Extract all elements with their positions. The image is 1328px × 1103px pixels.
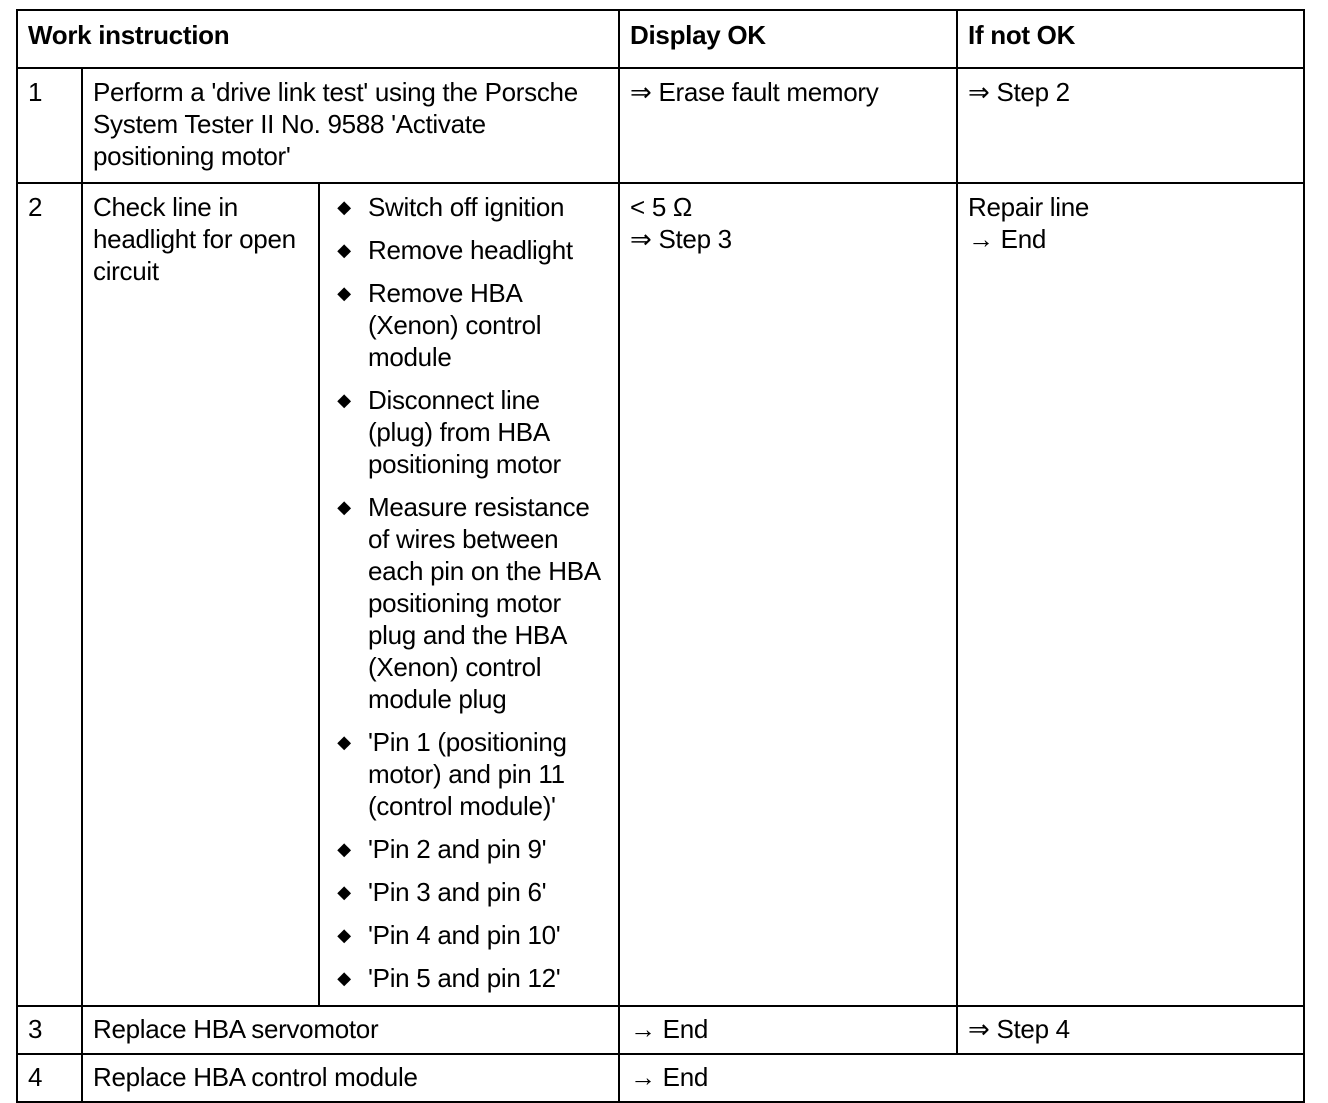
diamond-bullet-icon: ◆ [337, 839, 351, 859]
display-ok-text: → End [619, 1054, 1304, 1102]
if-not-ok-text: ⇒ Step 4 [957, 1006, 1304, 1054]
display-ok-line: < 5 Ω [630, 192, 693, 222]
diamond-bullet-icon: ◆ [337, 240, 351, 260]
bullet-text: Measure resistance of wires between each pin on the HBA positioning motor plug and the HBA (Xenon) control module plug [368, 492, 600, 714]
header-display-ok: Display OK [619, 10, 957, 68]
instruction-bullet-cell [319, 183, 619, 1006]
bullet-item [330, 726, 608, 822]
instruction-text: Perform a 'drive link test' using the Porsche System Tester II No. 9588 'Activate positioning motor' [82, 68, 619, 183]
header-if-not-ok: If not OK [957, 10, 1304, 68]
table-header-row [17, 10, 1304, 68]
bullet-text: 'Pin 3 and pin 6' [368, 877, 547, 907]
bullet-item [330, 191, 608, 223]
bullet-list [330, 191, 608, 994]
bullet-text: Remove headlight [368, 235, 573, 265]
diamond-bullet-icon: ◆ [337, 497, 351, 517]
bullet-text: 'Pin 2 and pin 9' [368, 834, 547, 864]
diamond-bullet-icon: ◆ [337, 732, 351, 752]
if-not-ok-line: Repair line [968, 192, 1090, 222]
work-instruction-table [16, 9, 1305, 1103]
bullet-text: 'Pin 4 and pin 10' [368, 920, 561, 950]
display-ok-cell [619, 183, 957, 1006]
bullet-item [330, 491, 608, 715]
bullet-item [330, 833, 608, 865]
header-work-instruction: Work instruction [17, 10, 619, 68]
display-ok-text: → End [619, 1006, 957, 1054]
bullet-item [330, 234, 608, 266]
diamond-bullet-icon: ◆ [337, 925, 351, 945]
bullet-text: Switch off ignition [368, 192, 565, 222]
table-row [17, 68, 1304, 183]
step-number: 1 [17, 68, 82, 183]
diamond-bullet-icon: ◆ [337, 390, 351, 410]
step-number: 3 [17, 1006, 82, 1054]
bullet-item [330, 277, 608, 373]
diamond-bullet-icon: ◆ [337, 968, 351, 988]
display-ok-text: ⇒ Erase fault memory [619, 68, 957, 183]
bullet-item [330, 384, 608, 480]
bullet-text: Disconnect line (plug) from HBA positioning motor [368, 385, 561, 479]
if-not-ok-text: ⇒ Step 2 [957, 68, 1304, 183]
if-not-ok-cell [957, 183, 1304, 1006]
step-number: 2 [17, 183, 82, 1006]
display-ok-line: ⇒ Step 3 [630, 224, 732, 254]
diamond-bullet-icon: ◆ [337, 882, 351, 902]
if-not-ok-line: → End [968, 224, 1047, 254]
table-row [17, 1054, 1304, 1102]
bullet-text: 'Pin 1 (positioning motor) and pin 11 (control module)' [368, 727, 567, 821]
diamond-bullet-icon: ◆ [337, 197, 351, 217]
instruction-text: Replace HBA control module [82, 1054, 619, 1102]
bullet-text: Remove HBA (Xenon) control module [368, 278, 542, 372]
step-number: 4 [17, 1054, 82, 1102]
instruction-text: Replace HBA servomotor [82, 1006, 619, 1054]
table-row [17, 183, 1304, 1006]
diamond-bullet-icon: ◆ [337, 283, 351, 303]
bullet-item [330, 919, 608, 951]
table-row [17, 1006, 1304, 1054]
instruction-text: Check line in headlight for open circuit [82, 183, 319, 1006]
bullet-text: 'Pin 5 and pin 12' [368, 963, 561, 993]
bullet-item [330, 876, 608, 908]
bullet-item [330, 962, 608, 994]
